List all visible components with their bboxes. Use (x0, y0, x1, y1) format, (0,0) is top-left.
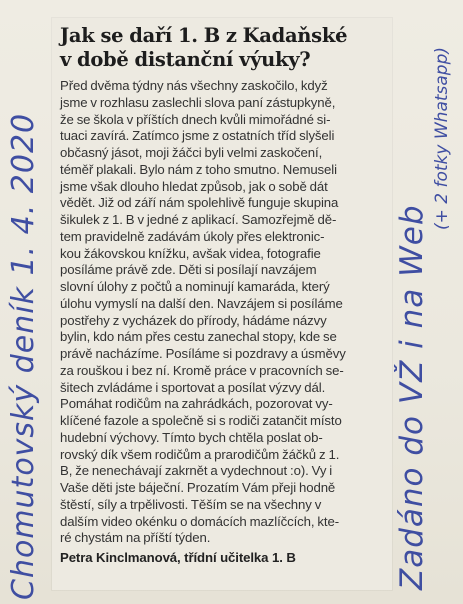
body-line: úlohu vymyslí na další den. Navzájem si posíláme (60, 295, 343, 311)
headline-line: v době distanční výuky? (60, 48, 311, 71)
body-line: tem pravidelně zadávám úkoly přes elektronic- (60, 228, 325, 244)
body-line: postřehy z vycházek do přírody, hádáme názvy (60, 312, 327, 328)
article-headline (60, 24, 386, 72)
article-body (60, 78, 386, 547)
body-line: slovní úlohy z počtů a nominují kamaráda, který (60, 279, 330, 294)
article-signature: Petra Kinclmanová, třídní učitelka 1. B (60, 550, 296, 565)
body-line: bylin, kdo nám přes cestu zanechal stopy, kde se (60, 329, 337, 345)
body-line: rovský dík všem rodičům a prarodičům žáčků z 1. (60, 446, 340, 462)
body-line: Před dvěma týdny nás všechny zaskočilo, když (60, 78, 328, 93)
headline-line: Jak se daří 1. B z Kadaňské (60, 24, 348, 47)
body-line: za rouškou i bez ní. Kromě práce v pracovních se- (60, 362, 344, 378)
body-line: posíláme právě zde. Děti si posílají navzájem (60, 262, 317, 278)
body-line: právě nacházíme. Posíláme si pozdravy a úsměvy (60, 346, 346, 361)
body-line: klíčené fazole a společně si s rodiči zatančit místo (60, 413, 342, 428)
handwritten-status-note: Zadáno do VŽ i na Web (394, 204, 430, 590)
article (60, 24, 386, 566)
body-line: že se škola v příštích dnech kvůli mimořádné si- (60, 111, 331, 127)
body-line: vědět. Již od září nám spolehlivě funguje skupina (60, 195, 339, 211)
body-line: štěstí, síly a trpělivosti. Těším se na všechny v (60, 496, 322, 512)
body-line: jsme v rozhlasu zaslechli slova paní zástupkyně, (60, 94, 336, 110)
body-line: Pomáhat rodičům na zahrádkách, pozorovat vy- (60, 396, 333, 412)
body-line: téměř plakali. Bylo nám z toho smutno. Nemuseli (60, 161, 337, 177)
body-line: Vaše děti jste báječní. Prozatím Vám přeji hodně (60, 480, 336, 495)
body-line: šitech zvládáme i sportovat a posílat výzvy dál. (60, 379, 326, 395)
handwritten-photo-note: (+ 2 fotky Whatsapp) (432, 46, 452, 230)
body-line: kou žákovskou knížku, avšak videa, fotografie (60, 245, 321, 261)
body-line: B, že nenechávají zakrnět a vydechnout :o). Vy i (60, 463, 333, 479)
body-line: ré chystám na příští týden. (60, 530, 211, 546)
body-line: občasný jásot, moji žáčci byli velmi zaskočení, (60, 145, 323, 160)
handwritten-source-note: Chomutovský deník 1. 4. 2020 (6, 112, 41, 600)
body-line: šikulek z 1. B v jedné z aplikací. Samozřejmě dě- (60, 212, 337, 227)
body-line: hudební výchovy. Tímto bych chtěla poslat ob- (60, 429, 323, 445)
body-line: tuaci zavírá. Zatímco jsme z ostatních tříd slyšeli (60, 128, 335, 144)
body-line: dalším video okénku o domácích mazlíčcích, kte- (60, 513, 340, 529)
body-line: jsme však dlouho hledat způsob, jak o sobě dát (60, 178, 328, 194)
